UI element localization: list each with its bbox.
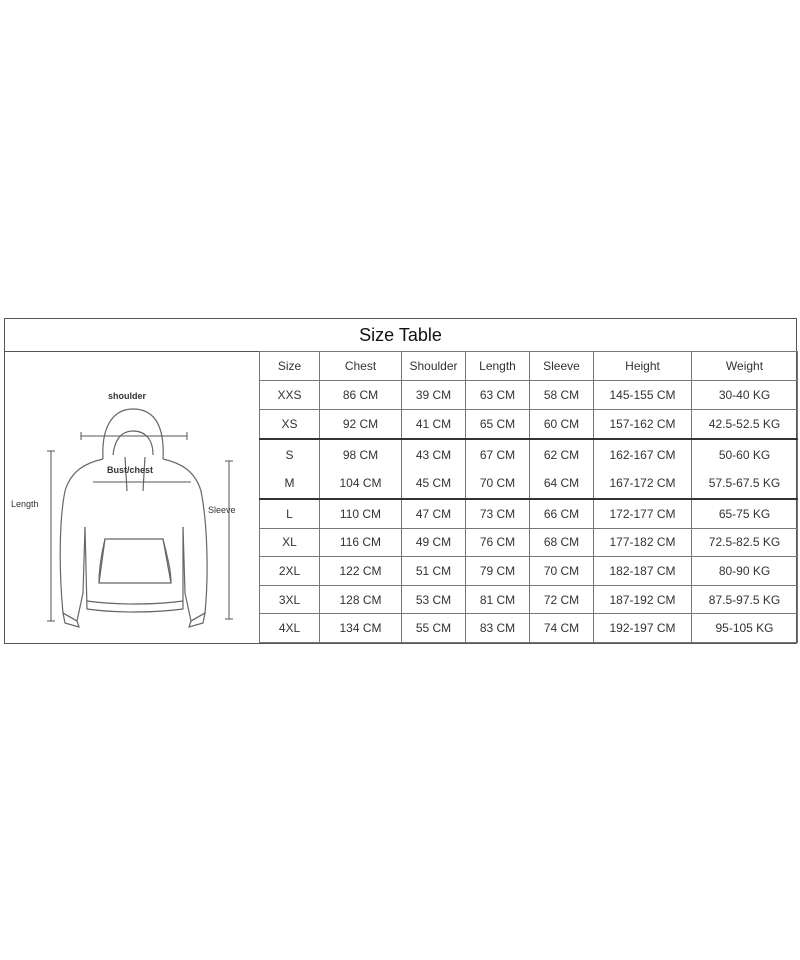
table-cell: 70 CM	[530, 557, 594, 586]
cell-value: 57.5-67.5 KG	[708, 475, 781, 490]
table-cell: 58 CM	[530, 381, 594, 410]
table-cell: 2XL	[260, 557, 320, 586]
header-height: Height	[594, 352, 692, 381]
header-chest: Chest	[320, 352, 402, 381]
table-row	[260, 585, 798, 614]
header-length: Length	[466, 352, 530, 381]
cell-value: M	[284, 475, 295, 490]
table-cell: 187-192 CM	[594, 585, 692, 614]
table-cell: 55 CM	[402, 614, 466, 643]
table-cell: 3XL	[260, 585, 320, 614]
cell-value: 162-167 CM	[609, 447, 676, 462]
table-cell: 39 CM	[402, 381, 466, 410]
table-cell: 134 CM	[320, 614, 402, 643]
header-weight: Weight	[692, 352, 798, 381]
table-cell: 128 CM	[320, 585, 402, 614]
table-header-row	[260, 352, 798, 381]
table-cell: 95-105 KG	[692, 614, 798, 643]
table-cell: 157-162 CM	[594, 409, 692, 439]
table-cell: 177-182 CM	[594, 528, 692, 557]
shoulder-label: shoulder	[108, 391, 147, 401]
header-shoulder: Shoulder	[402, 352, 466, 381]
sleeve-label: Sleeve	[208, 505, 236, 515]
table-cell: 122 CM	[320, 557, 402, 586]
bust-chest-label: Bust/chest	[107, 465, 154, 475]
table-row	[260, 614, 798, 643]
table-cell: 63 CM	[466, 381, 530, 410]
table-cell: 83 CM	[466, 614, 530, 643]
table-cell: 87.5-97.5 KG	[692, 585, 798, 614]
table-cell	[260, 439, 320, 499]
table-cell: XS	[260, 409, 320, 439]
table-cell	[402, 439, 466, 499]
table-cell: 47 CM	[402, 499, 466, 529]
cell-value: 98 CM	[342, 447, 379, 462]
table-cell	[692, 439, 798, 499]
cell-value: 70 CM	[479, 475, 516, 490]
table-cell: 76 CM	[466, 528, 530, 557]
table-cell: 42.5-52.5 KG	[692, 409, 798, 439]
header-size: Size	[260, 352, 320, 381]
table-cell: 30-40 KG	[692, 381, 798, 410]
table-cell: 86 CM	[320, 381, 402, 410]
table-cell	[320, 439, 402, 499]
cell-value: 43 CM	[415, 447, 452, 462]
cell-value: 64 CM	[543, 475, 580, 490]
cell-value: 67 CM	[479, 447, 516, 462]
table-cell: 192-197 CM	[594, 614, 692, 643]
table-cell: 182-187 CM	[594, 557, 692, 586]
table-cell: 79 CM	[466, 557, 530, 586]
header-sleeve: Sleeve	[530, 352, 594, 381]
table-cell: 53 CM	[402, 585, 466, 614]
table-cell: 60 CM	[530, 409, 594, 439]
table-cell: L	[260, 499, 320, 529]
table-cell: 145-155 CM	[594, 381, 692, 410]
cell-value: 50-60 KG	[718, 447, 771, 462]
cell-value: 62 CM	[543, 447, 580, 462]
table-cell: 110 CM	[320, 499, 402, 529]
table-cell: 72.5-82.5 KG	[692, 528, 798, 557]
table-cell: XL	[260, 528, 320, 557]
size-table	[259, 351, 798, 643]
cell-value: S	[285, 447, 294, 462]
table-cell: 80-90 KG	[692, 557, 798, 586]
length-label: Length	[11, 499, 39, 509]
table-row	[260, 499, 798, 529]
cell-value: 45 CM	[415, 475, 452, 490]
table-cell	[530, 439, 594, 499]
table-cell: 116 CM	[320, 528, 402, 557]
cell-value: 104 CM	[339, 475, 382, 490]
table-cell: 66 CM	[530, 499, 594, 529]
table-cell: XXS	[260, 381, 320, 410]
cell-value: 167-172 CM	[609, 475, 676, 490]
table-row-merged	[260, 439, 798, 499]
table-cell: 51 CM	[402, 557, 466, 586]
table-cell: 65-75 KG	[692, 499, 798, 529]
table-cell: 73 CM	[466, 499, 530, 529]
table-cell: 81 CM	[466, 585, 530, 614]
table-cell: 65 CM	[466, 409, 530, 439]
table-row	[260, 528, 798, 557]
table-row	[260, 409, 798, 439]
hoodie-measurement-diagram	[5, 351, 260, 643]
table-cell: 72 CM	[530, 585, 594, 614]
table-cell	[594, 439, 692, 499]
size-chart	[4, 318, 797, 644]
table-cell: 92 CM	[320, 409, 402, 439]
table-cell: 172-177 CM	[594, 499, 692, 529]
table-cell: 4XL	[260, 614, 320, 643]
table-cell: 49 CM	[402, 528, 466, 557]
table-cell: 74 CM	[530, 614, 594, 643]
table-cell	[466, 439, 530, 499]
table-row	[260, 381, 798, 410]
table-cell: 41 CM	[402, 409, 466, 439]
size-table-title: Size Table	[5, 319, 796, 352]
table-row	[260, 557, 798, 586]
table-cell: 68 CM	[530, 528, 594, 557]
